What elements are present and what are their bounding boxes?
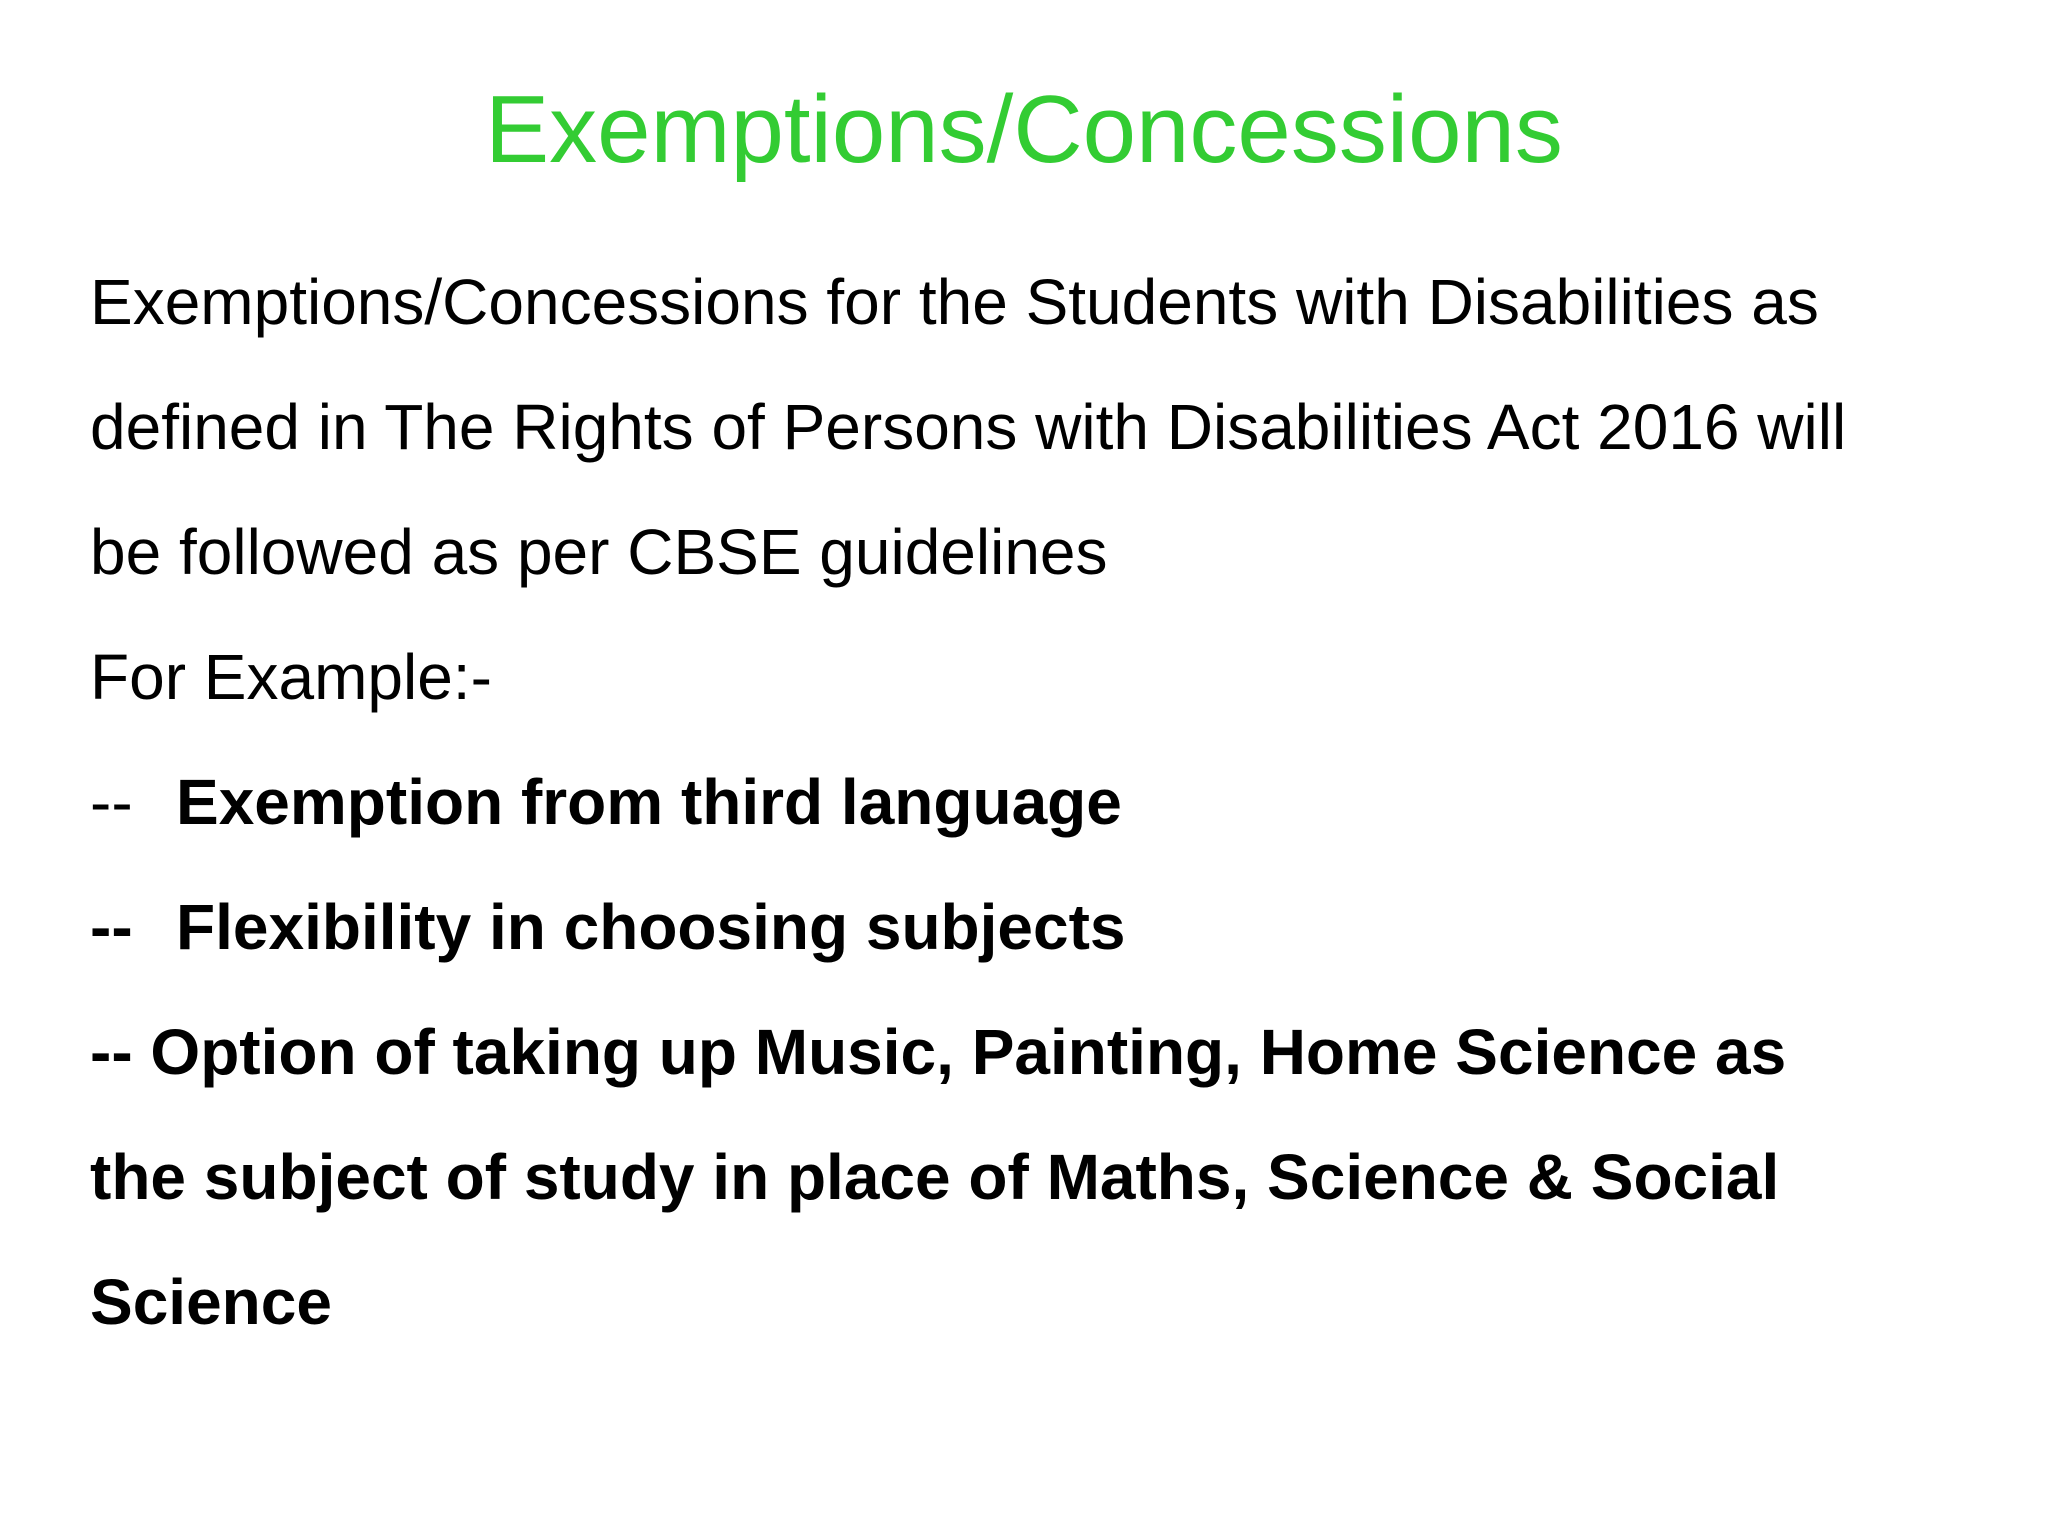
bullet-text: Option of taking up Music, Painting, Home Science as — [150, 1016, 1787, 1088]
intro-line-1: Exemptions/Concessions for the Students with Disabilities as — [90, 266, 1819, 338]
example-label: For Example:- — [90, 641, 492, 713]
bullet-item-3-line-1 — [90, 990, 2010, 1115]
slide-title: Exemptions/Concessions — [485, 76, 1563, 183]
bullet-item-1 — [90, 740, 2010, 865]
bullet-text: Exemption from third language — [176, 766, 1122, 838]
bullet-marker: -- — [90, 891, 133, 963]
bullet-marker: -- — [90, 1016, 133, 1088]
intro-line-2: defined in The Rights of Persons with Disabilities Act 2016 will — [90, 391, 1847, 463]
slide-body — [90, 240, 2010, 1365]
bullet-marker: -- — [90, 766, 133, 838]
bullet-item-3-line-3: Science — [90, 1266, 332, 1338]
bullet-text: Flexibility in choosing subjects — [176, 891, 1126, 963]
bullet-item-3-line-2: the subject of study in place of Maths, Science & Social — [90, 1141, 1780, 1213]
bullet-item-2 — [90, 865, 2010, 990]
intro-line-3: be followed as per CBSE guidelines — [90, 516, 1108, 588]
